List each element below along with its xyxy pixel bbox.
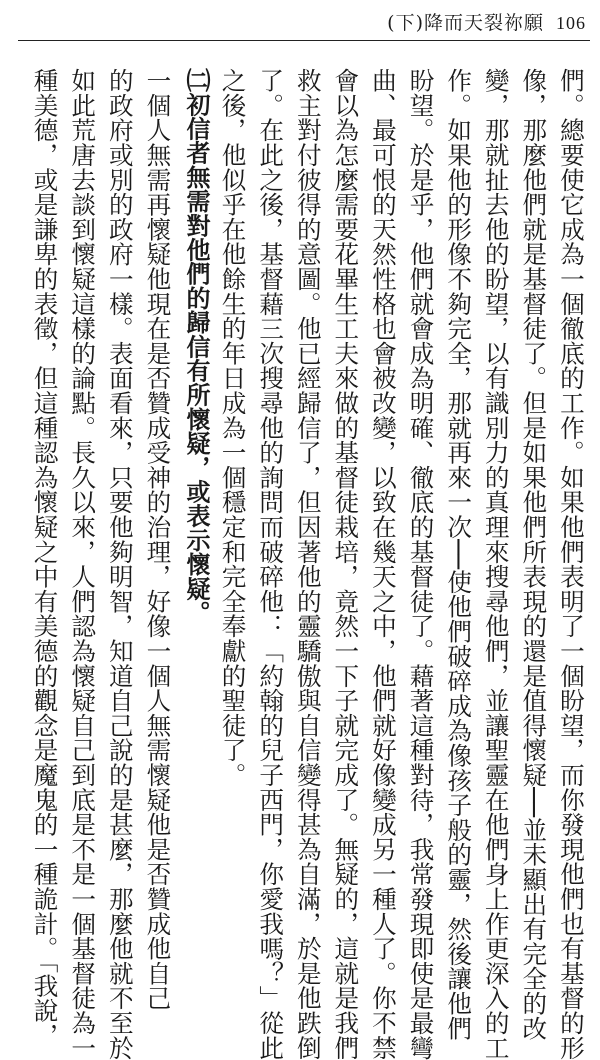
page-number: 106 [556,13,586,33]
running-head-title: (下)降而天裂祢願 [387,12,544,34]
text-column: 變，那就扯去他的盼望，以有識別力的真理來搜尋他們，並讓聖靈在他們身上作更深入的工 [481,68,511,1060]
text-column: 如此荒唐去談到懷疑這樣的論點。長久以來，人們認為懷疑自己到底是不是一個基督徒為一 [68,68,98,1060]
text-column: 種美德，或是謙卑的表徵，但這種認為懷疑之中有美德的觀念是魔鬼的一種詭計。「我說， [30,68,60,1048]
text-column: 像，那麼他們就是基督徒了。但是如果他們所表現的還是值得懷疑──並未顯出有完全的改 [519,68,549,1041]
text-column: 一個人無需再懷疑他現在是否贊成受神的治理，好像一個人無需懷疑他是否贊成他自己 [143,68,173,1011]
text-column: 了。在此之後，基督藉三次搜尋他的詢問而破碎他：「約翰的兒子西門，你愛我嗎？」從此 [256,68,286,1060]
vertical-text-block [26,68,590,1060]
text-column: 之後，他似乎在他餘生的年日成為一個穩定和完全奉獻的聖徒了。 [218,68,248,788]
header-rule [18,40,590,41]
text-column: 曲、最可恨的天然性格也會被改變，以致在幾天之中，他們就好像變成另一種人了。你不禁 [368,68,398,1060]
text-column: 們。總要使它成為一個徹底的工作。如果他們表明了一個盼望，而你發現他們也有基督的形 [556,68,586,1060]
running-head [387,8,586,35]
section-heading: ㈡初信者無需對他們的歸信有所懷疑，或表示懷疑。 [181,68,210,625]
text-column: 的政府或別的政府一樣。表面看來，只要他夠明智，知道自己說的是甚麼，那麼他就不至於 [105,68,135,1060]
text-column: 會以為怎麼需要花畢生工夫來做的基督徒栽培，竟然一下子就完成了。無疑的，這就是我們 [331,68,361,1060]
text-column: 盼望。於是乎，他們就會成為明確、徹底的基督徒了。藉著這種對待，我常發現即使是最彎 [406,68,436,1060]
text-column: 救主對付彼得的意圖。他已經歸信了，但因著他的靈驕傲與自信變得甚為自滿，於是他跌倒 [293,68,323,1060]
text-column: 作。如果他的形像不夠完全，那就再來一次──使他們破碎成為像孩子般的靈，然後讓他們 [444,68,474,1041]
page-body [26,68,586,1060]
